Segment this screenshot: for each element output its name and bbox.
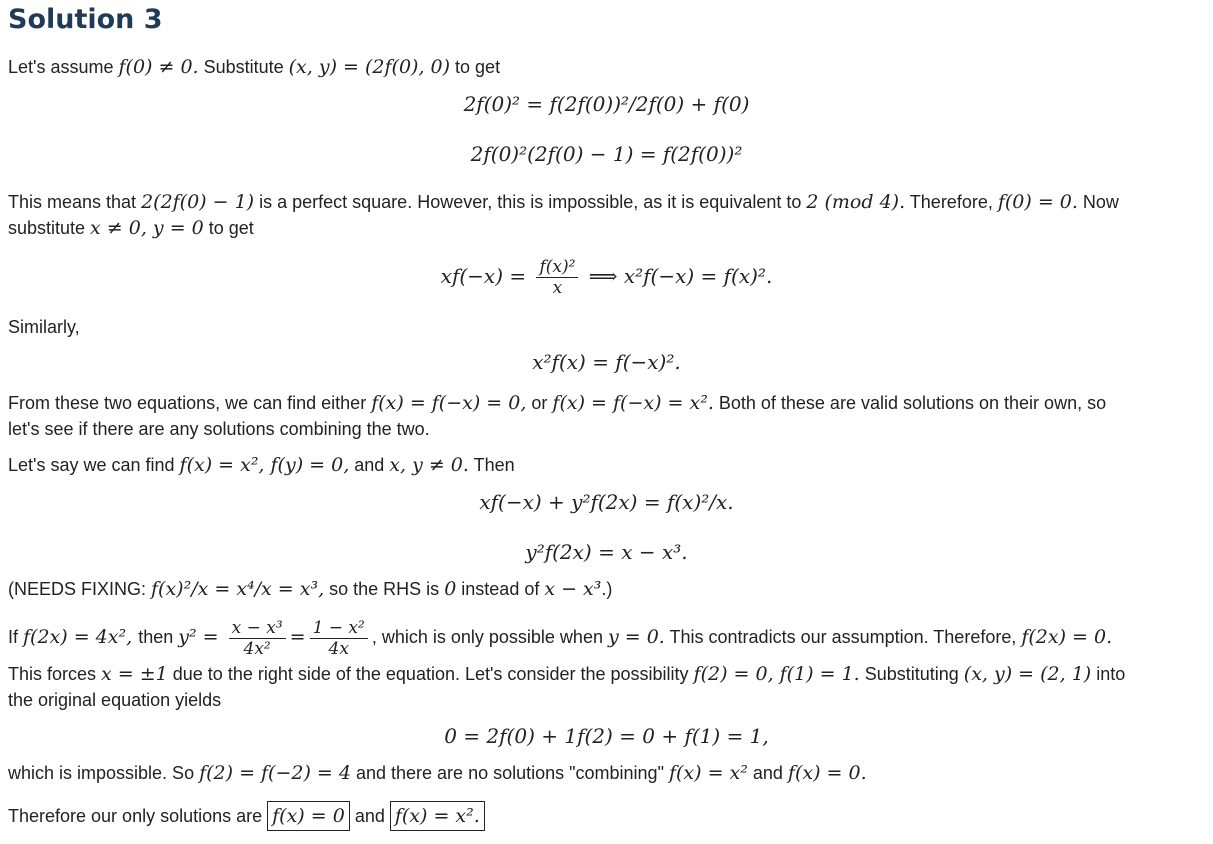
needs-fixing-note: (NEEDS FIXING: f(x)²/x = x⁴/x = x³, so the RHS is 0 instead of x − x³.) xyxy=(8,578,613,600)
conclusion-line: Therefore our only solutions are f(x) = 0 and f(x) = x². xyxy=(8,803,1199,829)
original-equation-line: the original equation yields xyxy=(8,690,222,710)
equation-3: xf(−x) = $\frac{\text{f(x)²}}{x}$ ⟹ x²f(−x) = f(x)². xyxy=(440,257,773,298)
combining-line: let's see if there are any solutions combining the two. xyxy=(8,419,430,439)
impossible-line: which is impossible. So f(2) = f(−2) = 4 and there are no solutions "combining" f(x) = x² and f(x) = 0. xyxy=(8,762,867,784)
perfect-square-line: This means that 2(2f(0) − 1) is a perfect square. However, this is impossible, as it is equivalent to 2 (mod 4). Therefore, f(0) = 0. Now xyxy=(8,191,1119,213)
fraction: $\frac{\text{1 − x²}}{4x}$ xyxy=(310,618,368,659)
intro-line: Let's assume f(0) ≠ 0. Substitute (x, y) = (2f(0), 0) to get xyxy=(8,56,501,78)
equation-4: x²f(x) = f(−x)². xyxy=(532,350,681,374)
equation-2: 2f(0)²(2f(0) − 1) = f(2f(0))² xyxy=(470,142,743,166)
similarly-line: Similarly, xyxy=(8,317,80,337)
boxed-solution-2: f(x) = x². xyxy=(390,801,485,831)
contradiction-line: If f(2x) = 4x², then y² = $\frac{\text{x − x³}}{\text{4x²}}$ = $\frac{\text{1 − x²}}{4x}$ , which is only possible when y = 0. This contradicts our assumption. Therefore, f(2x) = 0. xyxy=(8,617,1113,659)
substitute-line: substitute x ≠ 0, y = 0 to get xyxy=(8,217,254,239)
boxed-solution-1: f(x) = 0 xyxy=(267,801,350,831)
forces-line: This forces x = ±1 due to the right side of the equation. Let's consider the possibility f(2) = 0, f(1) = 1. Substituting (x, y) = (2, 1) into xyxy=(8,663,1126,685)
equation-5: xf(−x) + y²f(2x) = f(x)²/x. xyxy=(479,490,734,514)
fraction: $\frac{\text{x − x³}}{\text{4x²}}$ xyxy=(229,618,286,659)
equation-6: y²f(2x) = x − x³. xyxy=(525,540,688,564)
assumption-line: Let's say we can find f(x) = x², f(y) = 0, and x, y ≠ 0. Then xyxy=(8,454,515,476)
equation-1: 2f(0)² = f(2f(0))²/2f(0) + f(0) xyxy=(463,92,750,116)
equation-7: 0 = 2f(0) + 1f(2) = 0 + f(1) = 1, xyxy=(444,724,769,748)
solution-heading: Solution 3 xyxy=(8,4,163,35)
two-equations-line: From these two equations, we can find either f(x) = f(−x) = 0, or f(x) = f(−x) = x². Both of these are valid solutions on their own, so xyxy=(8,392,1107,414)
fraction: $\frac{\text{f(x)²}}{x}$ xyxy=(536,257,578,298)
